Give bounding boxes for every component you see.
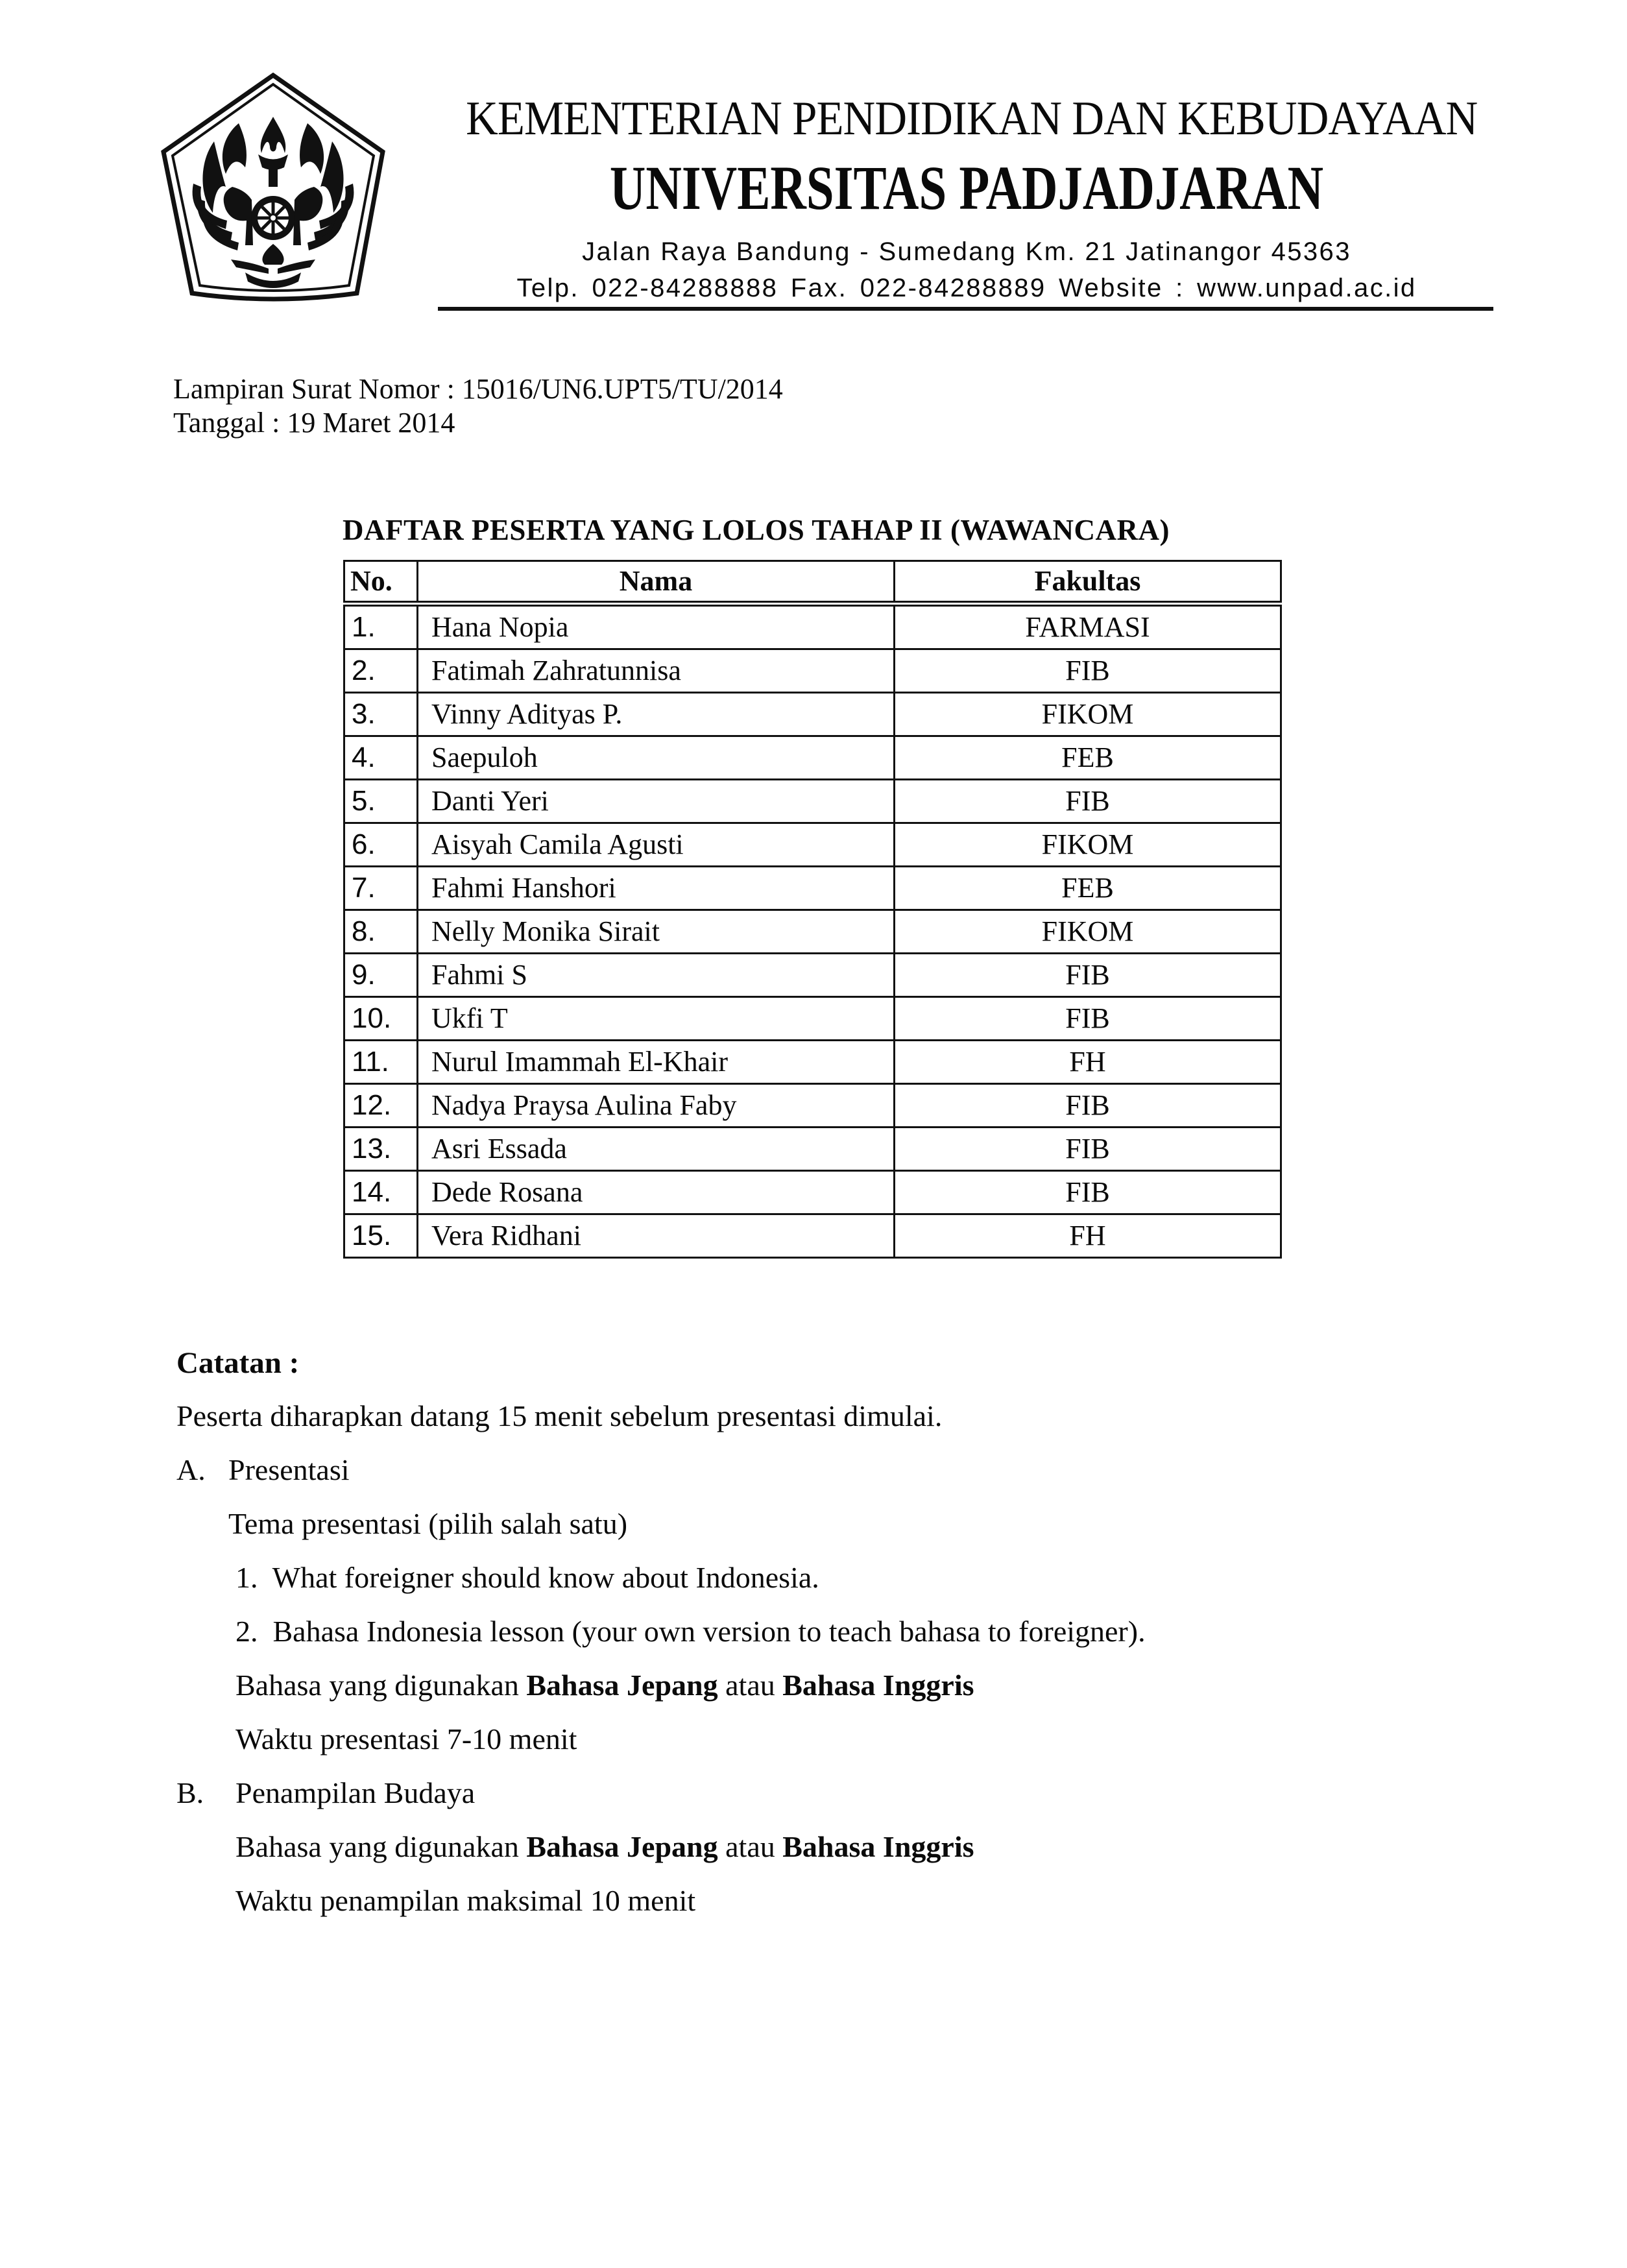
table-row (344, 1171, 1281, 1214)
row-number: 13. (344, 1128, 418, 1171)
theme-option-1: 1. What foreigner should know about Indonesia. (235, 1561, 819, 1594)
section-a-letter: A. (176, 1453, 206, 1486)
university-name: UNIVERSITAS PADJADJARAN (609, 153, 1324, 223)
letter-date: Tanggal : 19 Maret 2014 (173, 407, 455, 439)
letterhead-divider (438, 307, 1493, 311)
university-address: Jalan Raya Bandung - Sumedang Km. 21 Jatinangor 45363 (582, 237, 1351, 266)
participant-name: Danti Yeri (418, 780, 895, 823)
theme-intro: Tema presentasi (pilih salah satu) (228, 1507, 628, 1540)
row-number: 10. (344, 997, 418, 1041)
participant-name: Asri Essada (418, 1128, 895, 1171)
participant-faculty: FEB (895, 736, 1281, 780)
section-b-label: Penampilan Budaya (235, 1776, 476, 1809)
table-row (344, 604, 1281, 649)
column-header-name: Nama (418, 561, 895, 604)
row-number: 9. (344, 954, 418, 997)
notes-intro: Peserta diharapkan datang 15 menit sebelum presentasi dimulai. (176, 1399, 943, 1432)
participant-faculty: FEB (895, 867, 1281, 910)
section-a-label: Presentasi (228, 1453, 350, 1486)
table-row (344, 867, 1281, 910)
column-header-no: No. (344, 561, 418, 604)
section-b-duration: Waktu penampilan maksimal 10 menit (235, 1884, 696, 1917)
university-emblem-icon (154, 70, 392, 308)
table-header-row (344, 561, 1281, 604)
table-row (344, 1214, 1281, 1258)
table-row (344, 1128, 1281, 1171)
table-row (344, 780, 1281, 823)
section-b-letter: B. (176, 1776, 204, 1809)
row-number: 3. (344, 693, 418, 736)
language-english: Bahasa Inggris (782, 1669, 974, 1702)
theme-option-2: 2. Bahasa Indonesia lesson (your own version to teach bahasa to foreigner). (235, 1615, 1146, 1648)
language-prefix: Bahasa yang digunakan (235, 1669, 527, 1702)
participant-name: Fahmi Hanshori (418, 867, 895, 910)
row-number: 2. (344, 649, 418, 693)
row-number: 4. (344, 736, 418, 780)
table-row (344, 693, 1281, 736)
column-header-faculty: Fakultas (895, 561, 1281, 604)
row-number: 1. (344, 604, 418, 649)
row-number: 5. (344, 780, 418, 823)
row-number: 7. (344, 867, 418, 910)
row-number: 8. (344, 910, 418, 954)
language-or: atau (717, 1830, 783, 1863)
participant-faculty: FIKOM (895, 693, 1281, 736)
row-number: 6. (344, 823, 418, 867)
language-japanese: Bahasa Jepang (526, 1830, 718, 1863)
participant-faculty: FH (895, 1214, 1281, 1258)
table-row (344, 910, 1281, 954)
language-japanese: Bahasa Jepang (526, 1669, 718, 1702)
participant-faculty: FIB (895, 997, 1281, 1041)
participant-faculty: FIB (895, 954, 1281, 997)
table-body (344, 604, 1281, 1258)
language-english: Bahasa Inggris (782, 1830, 974, 1863)
participants-table (343, 560, 1282, 1259)
section-a-duration: Waktu presentasi 7-10 menit (235, 1722, 577, 1755)
table-row (344, 997, 1281, 1041)
section-a-language (235, 1671, 974, 1700)
participant-name: Aisyah Camila Agusti (418, 823, 895, 867)
university-contact: Telp. 022-84288888 Fax. 022-84288889 Website : www.unpad.ac.id (516, 274, 1417, 302)
participant-faculty: FIKOM (895, 910, 1281, 954)
table-row (344, 649, 1281, 693)
row-number: 14. (344, 1171, 418, 1214)
participant-faculty: FIB (895, 1084, 1281, 1128)
participant-faculty: FH (895, 1041, 1281, 1084)
participant-name: Hana Nopia (418, 604, 895, 649)
table-row (344, 1084, 1281, 1128)
table-row (344, 823, 1281, 867)
row-number: 12. (344, 1084, 418, 1128)
participant-name: Nelly Monika Sirait (418, 910, 895, 954)
row-number: 11. (344, 1041, 418, 1084)
participant-name: Fatimah Zahratunnisa (418, 649, 895, 693)
participant-name: Ukfi T (418, 997, 895, 1041)
participant-faculty: FIB (895, 780, 1281, 823)
participant-name: Vinny Adityas P. (418, 693, 895, 736)
table-row (344, 736, 1281, 780)
participant-name: Vera Ridhani (418, 1214, 895, 1258)
language-prefix: Bahasa yang digunakan (235, 1830, 527, 1863)
table-row (344, 954, 1281, 997)
participant-faculty: FIB (895, 1171, 1281, 1214)
participant-faculty: FIB (895, 649, 1281, 693)
participant-name: Nurul Imammah El-Khair (418, 1041, 895, 1084)
document-title: DAFTAR PESERTA YANG LOLOS TAHAP II (WAWANCARA) (343, 514, 1170, 546)
participant-name: Dede Rosana (418, 1171, 895, 1214)
language-or: atau (717, 1669, 783, 1702)
participant-name: Saepuloh (418, 736, 895, 780)
row-number: 15. (344, 1214, 418, 1258)
attachment-number: Lampiran Surat Nomor : 15016/UN6.UPT5/TU/2014 (173, 373, 783, 405)
participant-name: Nadya Praysa Aulina Faby (418, 1084, 895, 1128)
section-b-language (235, 1832, 974, 1862)
table-row (344, 1041, 1281, 1084)
ministry-name: KEMENTERIAN PENDIDIKAN DAN KEBUDAYAAN (466, 92, 1478, 145)
participant-faculty: FIB (895, 1128, 1281, 1171)
participant-faculty: FARMASI (895, 604, 1281, 649)
participant-name: Fahmi S (418, 954, 895, 997)
participant-faculty: FIKOM (895, 823, 1281, 867)
notes-heading: Catatan : (176, 1346, 300, 1380)
